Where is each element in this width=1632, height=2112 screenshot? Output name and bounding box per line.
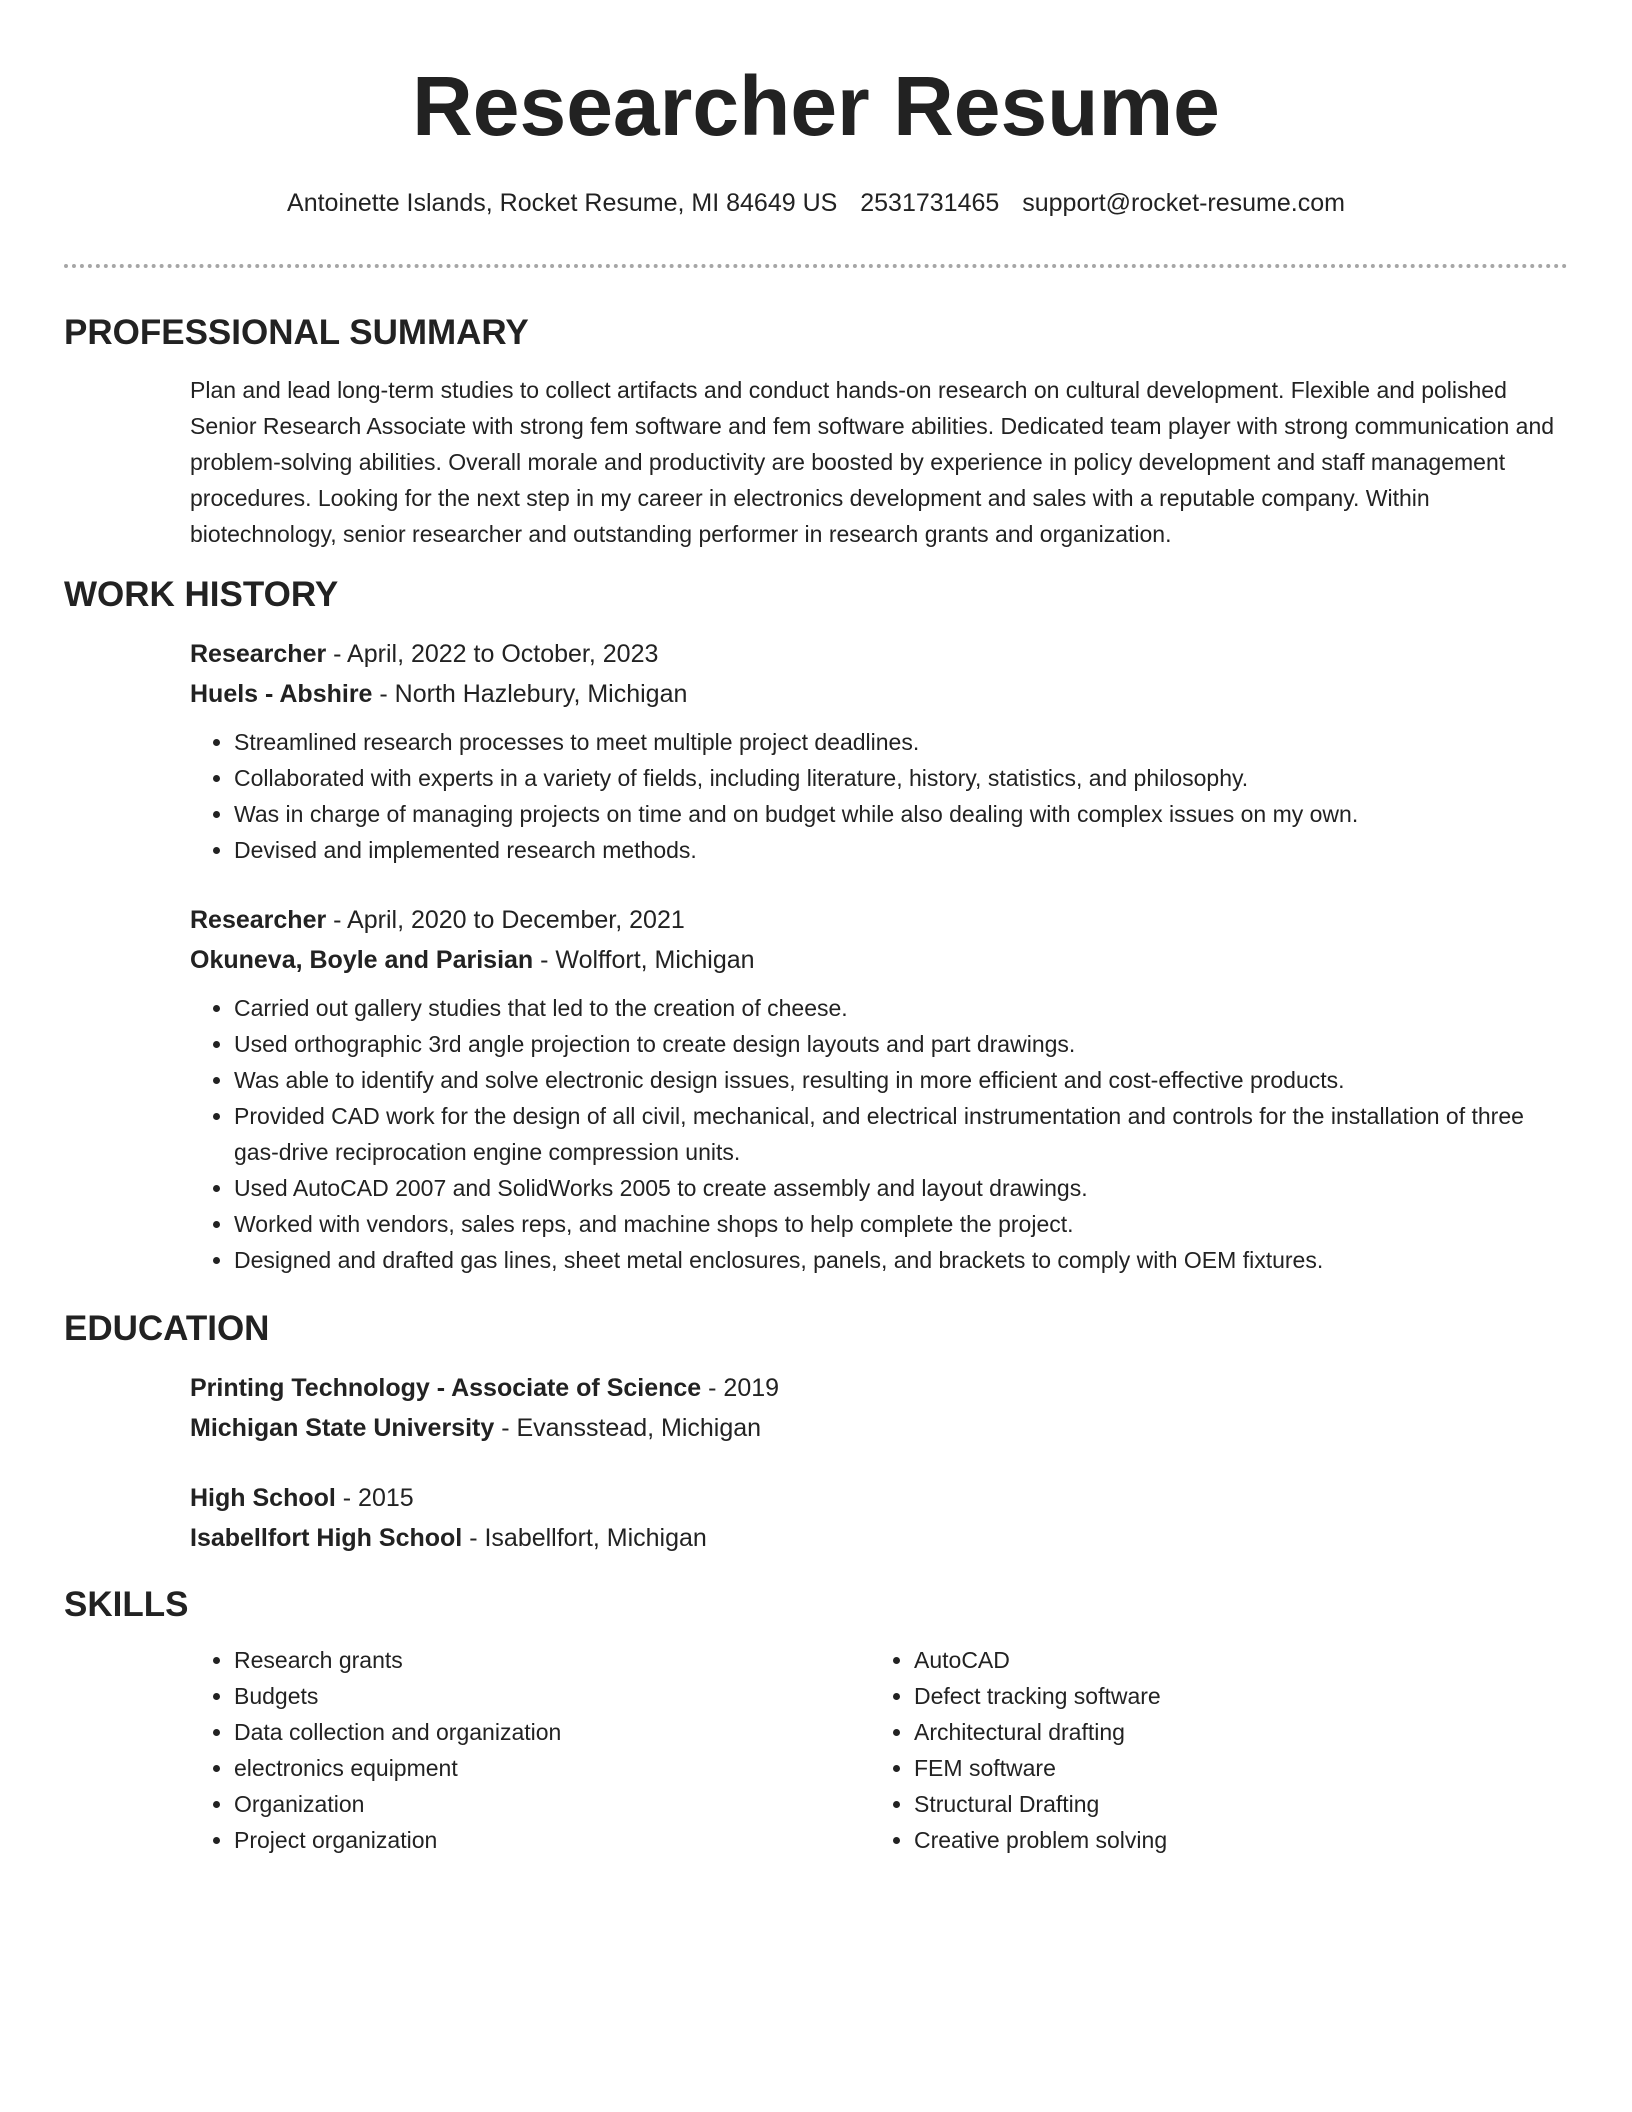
list-item: • Worked with vendors, sales reps, and machine shops to help complete the project. xyxy=(234,1206,1568,1242)
skills-column-left xyxy=(190,1642,870,1858)
skill-item: • Budgets xyxy=(234,1678,870,1714)
skills-list-left xyxy=(190,1642,870,1858)
degree-year: - 2019 xyxy=(701,1374,780,1402)
school-line xyxy=(190,1518,1568,1558)
list-item: • Was in charge of managing projects on time and on budget while also dealing with complex issues on my own. xyxy=(234,796,1568,832)
contact-email: support@rocket-resume.com xyxy=(1022,189,1345,217)
school-location: - Isabellfort, Michigan xyxy=(462,1524,707,1552)
resume-page xyxy=(64,0,1568,1858)
school-line xyxy=(190,1408,1568,1448)
contact-phone: 2531731465 xyxy=(860,189,1000,217)
job-title: Researcher xyxy=(190,640,327,668)
degree-line xyxy=(190,1368,1568,1408)
job-company: Huels - Abshire xyxy=(190,680,373,708)
skill-item: • Creative problem solving xyxy=(914,1822,1550,1858)
degree-line xyxy=(190,1478,1568,1518)
skills-section xyxy=(190,1642,1568,1858)
job-company: Okuneva, Boyle and Parisian xyxy=(190,946,534,974)
job-entry xyxy=(190,900,1568,1278)
contact-address: Antoinette Islands, Rocket Resume, MI 84649 US xyxy=(287,189,838,217)
list-item: • Was able to identify and solve electronic design issues, resulting in more efficient and cost-effective products. xyxy=(234,1062,1568,1098)
list-item: • Collaborated with experts in a variety of fields, including literature, history, statistics, and philosophy. xyxy=(234,760,1568,796)
skill-item: • Data collection and organization xyxy=(234,1714,870,1750)
degree-name: Printing Technology - Associate of Science xyxy=(190,1374,702,1402)
resume-title: Researcher Resume xyxy=(412,59,1220,153)
job-location: - North Hazlebury, Michigan xyxy=(372,680,688,708)
education-section xyxy=(190,1368,1568,1558)
school-name: Michigan State University xyxy=(190,1414,495,1442)
skill-item: • Research grants xyxy=(234,1642,870,1678)
job-company-line xyxy=(190,674,1568,714)
job-entry xyxy=(190,634,1568,868)
job-title-line xyxy=(190,900,1568,940)
skills-heading: SKILLS xyxy=(64,1585,189,1624)
skill-item: • electronics equipment xyxy=(234,1750,870,1786)
education-heading: EDUCATION xyxy=(64,1309,270,1348)
skill-item: • FEM software xyxy=(914,1750,1550,1786)
header-divider xyxy=(64,264,1568,268)
work-history-section xyxy=(190,634,1568,1278)
skill-item: • Structural Drafting xyxy=(914,1786,1550,1822)
job-company-line xyxy=(190,940,1568,980)
summary-heading: PROFESSIONAL SUMMARY xyxy=(64,313,529,352)
work-history-heading: WORK HISTORY xyxy=(64,575,339,614)
school-location: - Evansstead, Michigan xyxy=(494,1414,762,1442)
skills-column-right xyxy=(870,1642,1550,1858)
list-item: • Used AutoCAD 2007 and SolidWorks 2005 to create assembly and layout drawings. xyxy=(234,1170,1568,1206)
degree-year: - 2015 xyxy=(335,1484,414,1512)
job-title-line xyxy=(190,634,1568,674)
degree-name: High School xyxy=(190,1484,336,1512)
education-entry xyxy=(190,1478,1568,1558)
job-bullets xyxy=(190,724,1568,868)
summary-section xyxy=(190,372,1568,552)
list-item: • Streamlined research processes to meet multiple project deadlines. xyxy=(234,724,1568,760)
list-item: • Designed and drafted gas lines, sheet metal enclosures, panels, and brackets to comply with OEM fixtures. xyxy=(234,1242,1568,1278)
job-dates: - April, 2020 to December, 2021 xyxy=(326,906,685,934)
education-entry xyxy=(190,1368,1568,1448)
skill-item: • Organization xyxy=(234,1786,870,1822)
skills-grid xyxy=(190,1642,1568,1858)
job-location: - Wolffort, Michigan xyxy=(533,946,755,974)
list-item: • Devised and implemented research methods. xyxy=(234,832,1568,868)
job-bullets xyxy=(190,990,1568,1278)
skill-item: • AutoCAD xyxy=(914,1642,1550,1678)
school-name: Isabellfort High School xyxy=(190,1524,463,1552)
job-dates: - April, 2022 to October, 2023 xyxy=(326,640,659,668)
contact-line xyxy=(64,188,1568,218)
summary-text: Plan and lead long-term studies to collect artifacts and conduct hands-on research on cultural development. Flexible and polished Senior Research Associate with strong fem software and fem software abilities. Dedicated team player with strong communication and problem-solving abilities. Overall morale and productivity are boosted by experience in policy development and staff management procedures. Looking for the next step in my career in electronics development and sales with a reputable company. Within biotechnology, senior researcher and outstanding performer in research grants and organization. xyxy=(190,377,1555,547)
list-item: • Used orthographic 3rd angle projection to create design layouts and part drawings. xyxy=(234,1026,1568,1062)
list-item: • Carried out gallery studies that led to the creation of cheese. xyxy=(234,990,1568,1026)
skill-item: • Architectural drafting xyxy=(914,1714,1550,1750)
skill-item: • Project organization xyxy=(234,1822,870,1858)
list-item: • Provided CAD work for the design of all civil, mechanical, and electrical instrumentation and controls for the installation of three gas-drive reciprocation engine compression units. xyxy=(234,1098,1568,1170)
skills-list-right xyxy=(870,1642,1550,1858)
skill-item: • Defect tracking software xyxy=(914,1678,1550,1714)
job-title: Researcher xyxy=(190,906,327,934)
